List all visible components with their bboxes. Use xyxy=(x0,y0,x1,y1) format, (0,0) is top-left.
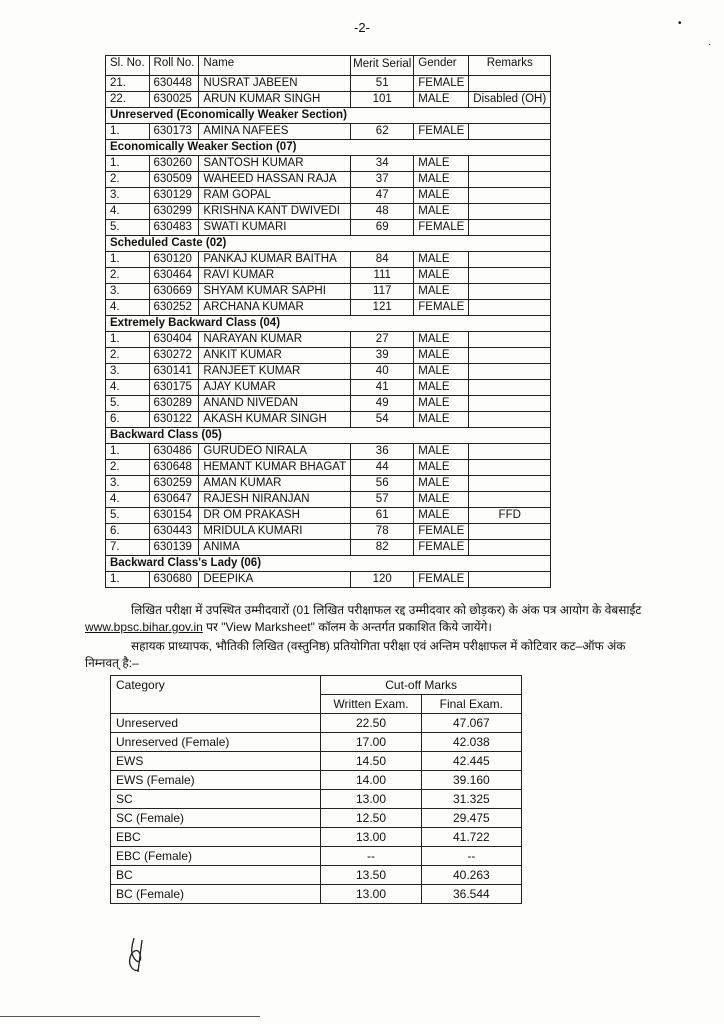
cell-name: DEEPIKA xyxy=(199,572,351,588)
cutoff-row xyxy=(111,847,522,866)
cell-name: RAM GOPAL xyxy=(199,188,351,204)
cell-final-cutoff: 31.325 xyxy=(421,790,521,809)
cell-merit-serial: 54 xyxy=(351,412,414,428)
table-row xyxy=(106,332,551,348)
cell-name: MRIDULA KUMARI xyxy=(199,524,351,540)
cell-merit-serial: 56 xyxy=(351,476,414,492)
cell-written-cutoff: 14.50 xyxy=(321,752,421,771)
cell-merit-serial: 120 xyxy=(351,572,414,588)
scan-speck: • xyxy=(678,18,682,29)
cell-merit-serial: 78 xyxy=(351,524,414,540)
notice-text-end: पर "View Marksheet" कॉलम के अन्तर्गत प्रकाशित किये जायेंगे। xyxy=(202,620,492,634)
cell-category: EBC xyxy=(111,828,321,847)
notice-text-start: लिखित परीक्षा में उपस्थित उम्मीदवारों (01 लिखित परीक्षाफल रद्द उम्मीदवार को छोड़कर) के अंक पत्र आयोग के वेबसाईट xyxy=(131,603,642,617)
cell-remarks xyxy=(469,364,551,380)
cell-name: RAJESH NIRANJAN xyxy=(199,492,351,508)
cell-final-cutoff: 41.722 xyxy=(421,828,521,847)
cell-sl-no: 22. xyxy=(106,92,150,108)
table-row xyxy=(106,476,551,492)
marksheet-notice-paragraph xyxy=(85,602,645,636)
cell-merit-serial: 40 xyxy=(351,364,414,380)
cell-remarks xyxy=(469,204,551,220)
cell-merit-serial: 47 xyxy=(351,188,414,204)
cell-category: EBC (Female) xyxy=(111,847,321,866)
cell-name: ARUN KUMAR SINGH xyxy=(199,92,351,108)
cell-remarks xyxy=(469,524,551,540)
cell-sl-no: 5. xyxy=(106,396,150,412)
cell-merit-serial: 82 xyxy=(351,540,414,556)
cell-gender: MALE xyxy=(414,492,469,508)
cell-gender: MALE xyxy=(414,476,469,492)
cell-gender: MALE xyxy=(414,284,469,300)
cell-roll-no: 630483 xyxy=(149,220,199,236)
cell-final-cutoff: 42.445 xyxy=(421,752,521,771)
table-row xyxy=(106,220,551,236)
table-row xyxy=(106,204,551,220)
footer-rule xyxy=(0,1016,260,1017)
cell-name: GURUDEO NIRALA xyxy=(199,444,351,460)
cell-sl-no: 3. xyxy=(106,364,150,380)
table-row xyxy=(106,284,551,300)
cell-merit-serial: 117 xyxy=(351,284,414,300)
header-merit-serial: Merit Serial xyxy=(351,56,414,76)
section-heading-row xyxy=(106,140,551,156)
cell-roll-no: 630025 xyxy=(149,92,199,108)
cell-merit-serial: 37 xyxy=(351,172,414,188)
section-heading-row xyxy=(106,428,551,444)
section-heading-row xyxy=(106,556,551,572)
cell-gender: MALE xyxy=(414,396,469,412)
cell-roll-no: 630129 xyxy=(149,188,199,204)
cell-roll-no: 630259 xyxy=(149,476,199,492)
cell-name: PANKAJ KUMAR BAITHA xyxy=(199,252,351,268)
section-heading: Backward Class (05) xyxy=(106,428,551,444)
cell-sl-no: 3. xyxy=(106,476,150,492)
cell-category: Unreserved (Female) xyxy=(111,733,321,752)
cell-roll-no: 630154 xyxy=(149,508,199,524)
cell-category: BC xyxy=(111,866,321,885)
cell-name: WAHEED HASSAN RAJA xyxy=(199,172,351,188)
cell-remarks xyxy=(469,572,551,588)
cell-sl-no: 1. xyxy=(106,124,150,140)
cell-name: HEMANT KUMAR BHAGAT xyxy=(199,460,351,476)
cell-remarks xyxy=(469,476,551,492)
cutoff-row xyxy=(111,828,522,847)
cell-name: ANIMA xyxy=(199,540,351,556)
cell-remarks xyxy=(469,76,551,92)
cutoff-intro-paragraph: सहायक प्राध्यापक, भौतिकी लिखित (वस्तुनिष्ठ) प्रतियोगिता परीक्षा एवं अन्तिम परीक्षाफल में कोटिवार कट–ऑफ अंक निम्नवत् है:– xyxy=(85,639,626,670)
cell-remarks xyxy=(469,492,551,508)
cell-gender: MALE xyxy=(414,332,469,348)
cell-category: SC xyxy=(111,790,321,809)
cell-gender: MALE xyxy=(414,204,469,220)
cutoff-row xyxy=(111,733,522,752)
cell-remarks xyxy=(469,540,551,556)
page-number: -2- xyxy=(354,20,370,35)
cell-written-cutoff: 13.50 xyxy=(321,866,421,885)
header-roll-no: Roll No. xyxy=(149,56,199,76)
cell-roll-no: 630669 xyxy=(149,284,199,300)
cell-remarks: FFD xyxy=(469,508,551,524)
section-heading: Economically Weaker Section (07) xyxy=(106,140,551,156)
cell-written-cutoff: 22.50 xyxy=(321,714,421,733)
table-row xyxy=(106,300,551,316)
cell-gender: FEMALE xyxy=(414,76,469,92)
cell-roll-no: 630252 xyxy=(149,300,199,316)
header-category: Category xyxy=(111,676,321,714)
table-row xyxy=(106,524,551,540)
cell-roll-no: 630448 xyxy=(149,76,199,92)
cell-name: SWATI KUMARI xyxy=(199,220,351,236)
cutoff-row xyxy=(111,771,522,790)
cell-merit-serial: 69 xyxy=(351,220,414,236)
merit-table-header-row xyxy=(106,56,551,76)
cell-remarks xyxy=(469,444,551,460)
cell-roll-no: 630680 xyxy=(149,572,199,588)
table-row xyxy=(106,412,551,428)
table-row xyxy=(106,508,551,524)
cell-roll-no: 630260 xyxy=(149,156,199,172)
cell-written-cutoff: 14.00 xyxy=(321,771,421,790)
cutoff-row xyxy=(111,790,522,809)
cell-remarks xyxy=(469,380,551,396)
cell-sl-no: 3. xyxy=(106,284,150,300)
cell-written-cutoff: -- xyxy=(321,847,421,866)
cell-category: SC (Female) xyxy=(111,809,321,828)
section-heading-row xyxy=(106,108,551,124)
cell-final-cutoff: 40.263 xyxy=(421,866,521,885)
cell-gender: MALE xyxy=(414,444,469,460)
cell-merit-serial: 34 xyxy=(351,156,414,172)
table-row xyxy=(106,380,551,396)
signature-mark xyxy=(120,932,160,976)
cell-name: NUSRAT JABEEN xyxy=(199,76,351,92)
cell-sl-no: 2. xyxy=(106,348,150,364)
cell-roll-no: 630141 xyxy=(149,364,199,380)
cell-remarks: Disabled (OH) xyxy=(469,92,551,108)
cutoff-table-body xyxy=(111,714,522,904)
table-row xyxy=(106,172,551,188)
cell-roll-no: 630443 xyxy=(149,524,199,540)
cell-merit-serial: 48 xyxy=(351,204,414,220)
table-row xyxy=(106,364,551,380)
cutoff-header-row xyxy=(111,676,522,695)
cell-remarks xyxy=(469,396,551,412)
cell-name: AKASH KUMAR SINGH xyxy=(199,412,351,428)
cell-name: ANAND NIVEDAN xyxy=(199,396,351,412)
cell-name: NARAYAN KUMAR xyxy=(199,332,351,348)
section-heading: Extremely Backward Class (04) xyxy=(106,316,551,332)
cell-merit-serial: 121 xyxy=(351,300,414,316)
cell-final-cutoff: 42.038 xyxy=(421,733,521,752)
cell-sl-no: 3. xyxy=(106,188,150,204)
cell-merit-serial: 57 xyxy=(351,492,414,508)
merit-table-body xyxy=(106,76,551,588)
cell-roll-no: 630122 xyxy=(149,412,199,428)
table-row xyxy=(106,252,551,268)
cell-sl-no: 1. xyxy=(106,444,150,460)
table-row xyxy=(106,348,551,364)
cell-remarks xyxy=(469,252,551,268)
cell-gender: FEMALE xyxy=(414,540,469,556)
cutoff-row xyxy=(111,866,522,885)
cell-name: ARCHANA KUMAR xyxy=(199,300,351,316)
cell-sl-no: 7. xyxy=(106,540,150,556)
cell-category: BC (Female) xyxy=(111,885,321,904)
cell-sl-no: 4. xyxy=(106,492,150,508)
table-row xyxy=(106,92,551,108)
cell-final-cutoff: 29.475 xyxy=(421,809,521,828)
cell-sl-no: 5. xyxy=(106,220,150,236)
cell-gender: MALE xyxy=(414,380,469,396)
cutoff-row xyxy=(111,885,522,904)
section-heading-row xyxy=(106,316,551,332)
cell-gender: MALE xyxy=(414,252,469,268)
section-heading: Scheduled Caste (02) xyxy=(106,236,551,252)
cell-merit-serial: 111 xyxy=(351,268,414,284)
header-cutoff-marks: Cut-off Marks xyxy=(321,676,522,695)
table-row xyxy=(106,124,551,140)
cell-remarks xyxy=(469,348,551,364)
cell-category: EWS xyxy=(111,752,321,771)
cell-sl-no: 2. xyxy=(106,268,150,284)
cell-gender: FEMALE xyxy=(414,220,469,236)
cell-sl-no: 5. xyxy=(106,508,150,524)
header-final-exam: Final Exam. xyxy=(421,695,521,714)
cell-name: ANKIT KUMAR xyxy=(199,348,351,364)
cell-remarks xyxy=(469,412,551,428)
cell-gender: MALE xyxy=(414,460,469,476)
cell-merit-serial: 84 xyxy=(351,252,414,268)
cutoff-row xyxy=(111,752,522,771)
cell-merit-serial: 51 xyxy=(351,76,414,92)
section-heading: Backward Class's Lady (06) xyxy=(106,556,551,572)
cell-final-cutoff: 47.067 xyxy=(421,714,521,733)
cell-gender: MALE xyxy=(414,172,469,188)
cell-roll-no: 630299 xyxy=(149,204,199,220)
cell-sl-no: 6. xyxy=(106,412,150,428)
cell-gender: FEMALE xyxy=(414,124,469,140)
cell-sl-no: 2. xyxy=(106,460,150,476)
cell-gender: MALE xyxy=(414,188,469,204)
cell-gender: FEMALE xyxy=(414,300,469,316)
cell-remarks xyxy=(469,460,551,476)
cell-gender: MALE xyxy=(414,508,469,524)
section-heading-row xyxy=(106,236,551,252)
cell-final-cutoff: -- xyxy=(421,847,521,866)
cell-name: SANTOSH KUMAR xyxy=(199,156,351,172)
cutoff-row xyxy=(111,809,522,828)
header-name: Name xyxy=(199,56,351,76)
cell-sl-no: 4. xyxy=(106,380,150,396)
cell-final-cutoff: 39.160 xyxy=(421,771,521,790)
cell-remarks xyxy=(469,300,551,316)
cell-sl-no: 1. xyxy=(106,572,150,588)
cell-sl-no: 6. xyxy=(106,524,150,540)
cell-merit-serial: 61 xyxy=(351,508,414,524)
cell-sl-no: 4. xyxy=(106,204,150,220)
cell-roll-no: 630464 xyxy=(149,268,199,284)
cell-merit-serial: 36 xyxy=(351,444,414,460)
header-gender: Gender xyxy=(414,56,469,76)
cell-written-cutoff: 13.00 xyxy=(321,885,421,904)
cell-roll-no: 630509 xyxy=(149,172,199,188)
cell-name: AJAY KUMAR xyxy=(199,380,351,396)
cell-name: AMAN KUMAR xyxy=(199,476,351,492)
cell-merit-serial: 39 xyxy=(351,348,414,364)
table-row xyxy=(106,492,551,508)
cell-roll-no: 630648 xyxy=(149,460,199,476)
scan-speck: · xyxy=(708,39,712,50)
cell-remarks xyxy=(469,124,551,140)
cell-written-cutoff: 17.00 xyxy=(321,733,421,752)
cell-gender: MALE xyxy=(414,412,469,428)
cell-sl-no: 2. xyxy=(106,172,150,188)
cell-roll-no: 630272 xyxy=(149,348,199,364)
cell-category: EWS (Female) xyxy=(111,771,321,790)
table-row xyxy=(106,76,551,92)
cell-roll-no: 630173 xyxy=(149,124,199,140)
cell-sl-no: 21. xyxy=(106,76,150,92)
cell-merit-serial: 62 xyxy=(351,124,414,140)
table-row xyxy=(106,572,551,588)
cell-remarks xyxy=(469,268,551,284)
bpsc-website-link[interactable]: www.bpsc.bihar.gov.in xyxy=(85,620,203,634)
cell-roll-no: 630404 xyxy=(149,332,199,348)
cell-roll-no: 630120 xyxy=(149,252,199,268)
cell-name: KRISHNA KANT DWIVEDI xyxy=(199,204,351,220)
table-row xyxy=(106,460,551,476)
table-row xyxy=(106,444,551,460)
cell-roll-no: 630486 xyxy=(149,444,199,460)
cell-written-cutoff: 12.50 xyxy=(321,809,421,828)
cell-name: DR OM PRAKASH xyxy=(199,508,351,524)
cell-remarks xyxy=(469,220,551,236)
cell-roll-no: 630289 xyxy=(149,396,199,412)
cutoff-row xyxy=(111,714,522,733)
cell-gender: FEMALE xyxy=(414,524,469,540)
cell-gender: MALE xyxy=(414,348,469,364)
cell-name: SHYAM KUMAR SAPHI xyxy=(199,284,351,300)
cell-remarks xyxy=(469,284,551,300)
merit-list-table xyxy=(105,55,551,588)
cell-gender: MALE xyxy=(414,92,469,108)
table-row xyxy=(106,268,551,284)
cutoff-marks-table xyxy=(110,675,522,904)
cell-name: RANJEET KUMAR xyxy=(199,364,351,380)
table-row xyxy=(106,156,551,172)
cell-remarks xyxy=(469,172,551,188)
cell-remarks xyxy=(469,332,551,348)
cell-roll-no: 630647 xyxy=(149,492,199,508)
header-sl-no: Sl. No. xyxy=(106,56,150,76)
cell-final-cutoff: 36.544 xyxy=(421,885,521,904)
table-row xyxy=(106,540,551,556)
cell-roll-no: 630139 xyxy=(149,540,199,556)
cell-sl-no: 1. xyxy=(106,332,150,348)
header-remarks: Remarks xyxy=(469,56,551,76)
cell-sl-no: 1. xyxy=(106,252,150,268)
cell-merit-serial: 49 xyxy=(351,396,414,412)
cell-written-cutoff: 13.00 xyxy=(321,790,421,809)
cell-gender: MALE xyxy=(414,268,469,284)
cell-category: Unreserved xyxy=(111,714,321,733)
cell-merit-serial: 44 xyxy=(351,460,414,476)
cell-name: AMINA NAFEES xyxy=(199,124,351,140)
table-row xyxy=(106,396,551,412)
cell-roll-no: 630175 xyxy=(149,380,199,396)
cell-merit-serial: 101 xyxy=(351,92,414,108)
cell-remarks xyxy=(469,188,551,204)
cell-gender: MALE xyxy=(414,156,469,172)
cell-merit-serial: 41 xyxy=(351,380,414,396)
cell-name: RAVI KUMAR xyxy=(199,268,351,284)
header-written-exam: Written Exam. xyxy=(321,695,421,714)
cell-written-cutoff: 13.00 xyxy=(321,828,421,847)
cell-gender: MALE xyxy=(414,364,469,380)
table-row xyxy=(106,188,551,204)
cell-sl-no: 1. xyxy=(106,156,150,172)
section-heading: Unreserved (Economically Weaker Section) xyxy=(106,108,551,124)
cell-sl-no: 4. xyxy=(106,300,150,316)
cell-gender: FEMALE xyxy=(414,572,469,588)
cell-remarks xyxy=(469,156,551,172)
cell-merit-serial: 27 xyxy=(351,332,414,348)
